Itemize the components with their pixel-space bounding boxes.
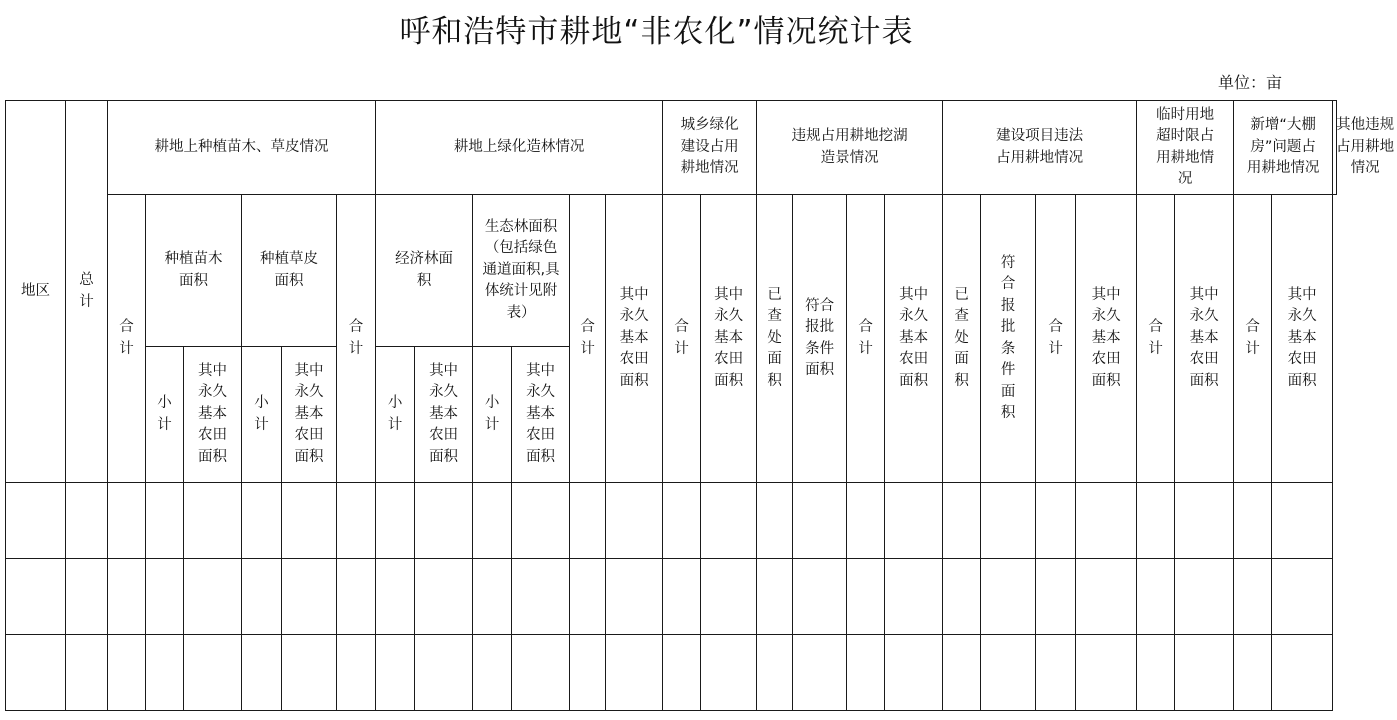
header-other-heji: 合计 xyxy=(1234,195,1272,483)
table-cell[interactable] xyxy=(1234,635,1272,711)
table-cell[interactable] xyxy=(282,559,337,635)
table-cell[interactable] xyxy=(793,483,847,559)
table-cell[interactable] xyxy=(1076,559,1137,635)
header-economic-forest: 经济林面积 xyxy=(376,195,473,347)
table-cell[interactable] xyxy=(663,559,701,635)
table-cell[interactable] xyxy=(66,635,108,711)
table-cell[interactable] xyxy=(847,559,885,635)
table-cell[interactable] xyxy=(282,483,337,559)
table-cell[interactable] xyxy=(512,635,570,711)
table-cell[interactable] xyxy=(473,559,512,635)
header-temp-heji: 合计 xyxy=(1036,195,1076,483)
table-cell[interactable] xyxy=(337,635,376,711)
header-lake-group: 违规占用耕地挖湖造景情况 xyxy=(757,101,943,195)
table-cell[interactable] xyxy=(337,483,376,559)
header-construction-group: 建设项目违法占用耕地情况 xyxy=(943,101,1137,195)
header-greenhouse-perm: 其中永久基本农田面积 xyxy=(1175,195,1234,483)
table-cell[interactable] xyxy=(6,559,66,635)
header-lake-heji: 合计 xyxy=(663,195,701,483)
table-cell[interactable] xyxy=(415,635,473,711)
table-cell[interactable] xyxy=(606,483,663,559)
table-cell[interactable] xyxy=(606,559,663,635)
table-cell[interactable] xyxy=(885,559,943,635)
header-seedling-area: 种植苗木面积 xyxy=(146,195,242,347)
table-cell[interactable] xyxy=(242,635,282,711)
table-cell[interactable] xyxy=(570,635,606,711)
table-cell[interactable] xyxy=(512,483,570,559)
header-lake-approval: 符合报批条件面积 xyxy=(793,195,847,483)
table-cell[interactable] xyxy=(415,483,473,559)
table-cell[interactable] xyxy=(146,635,184,711)
unit-label: 单位：亩 xyxy=(1218,73,1283,92)
table-cell[interactable] xyxy=(1076,483,1137,559)
table-cell[interactable] xyxy=(6,483,66,559)
table-cell[interactable] xyxy=(376,483,415,559)
table-cell[interactable] xyxy=(981,635,1036,711)
header-other-group: 其他违规占用耕地情况 xyxy=(1333,101,1337,195)
table-cell[interactable] xyxy=(847,483,885,559)
table-cell[interactable] xyxy=(184,559,242,635)
table-cell[interactable] xyxy=(337,559,376,635)
header-urban-heji: 合计 xyxy=(570,195,606,483)
header-greenhouse-heji: 合计 xyxy=(1137,195,1175,483)
header-seedling-perm: 其中永久基本农田面积 xyxy=(184,347,242,483)
table-cell[interactable] xyxy=(1234,559,1272,635)
table-cell[interactable] xyxy=(663,483,701,559)
table-cell[interactable] xyxy=(885,483,943,559)
header-temp-perm: 其中永久基本农田面积 xyxy=(1076,195,1137,483)
header-total: 总计 xyxy=(66,101,108,483)
table-cell[interactable] xyxy=(1234,483,1272,559)
header-eco-xiaoji: 小计 xyxy=(473,347,512,483)
header-greening-heji: 合计 xyxy=(337,195,376,483)
table-cell[interactable] xyxy=(757,635,793,711)
table-cell[interactable] xyxy=(943,559,981,635)
header-economic-xiaoji: 小计 xyxy=(376,347,415,483)
header-economic-perm: 其中永久基本农田面积 xyxy=(415,347,473,483)
table-cell[interactable] xyxy=(473,635,512,711)
header-lake-perm: 其中永久基本农田面积 xyxy=(701,195,757,483)
table-cell[interactable] xyxy=(701,559,757,635)
table-cell[interactable] xyxy=(793,635,847,711)
table-cell[interactable] xyxy=(376,635,415,711)
table-cell[interactable] xyxy=(66,483,108,559)
header-urban-green-group: 城乡绿化建设占用耕地情况 xyxy=(663,101,757,195)
table-row xyxy=(6,559,1337,635)
header-construction-approval: 符合报批条件面积 xyxy=(981,195,1036,483)
table-cell[interactable] xyxy=(108,635,146,711)
table-cell[interactable] xyxy=(1175,559,1234,635)
header-turf-xiaoji: 小计 xyxy=(242,347,282,483)
header-region: 地区 xyxy=(6,101,66,483)
header-greening-group: 耕地上绿化造林情况 xyxy=(376,101,663,195)
table-cell[interactable] xyxy=(793,559,847,635)
table-cell[interactable] xyxy=(1175,483,1234,559)
table-cell[interactable] xyxy=(943,635,981,711)
table-cell[interactable] xyxy=(473,483,512,559)
table-cell[interactable] xyxy=(1137,635,1175,711)
table-cell[interactable] xyxy=(1272,635,1333,711)
header-eco-forest: 生态林面积（包括绿色通道面积,具体统计见附表） xyxy=(473,195,570,347)
table-cell[interactable] xyxy=(1272,483,1333,559)
table-cell[interactable] xyxy=(1137,483,1175,559)
table-cell[interactable] xyxy=(242,559,282,635)
table-cell[interactable] xyxy=(184,635,242,711)
table-cell[interactable] xyxy=(415,559,473,635)
table-cell[interactable] xyxy=(512,559,570,635)
table-cell[interactable] xyxy=(757,559,793,635)
table-cell[interactable] xyxy=(66,559,108,635)
table-row xyxy=(6,483,1337,559)
table-cell[interactable] xyxy=(1175,635,1234,711)
table-cell[interactable] xyxy=(570,559,606,635)
header-lake-investigated: 已查处面积 xyxy=(757,195,793,483)
header-urban-perm: 其中永久基本农田面积 xyxy=(606,195,663,483)
table-cell[interactable] xyxy=(242,483,282,559)
header-seedling-group: 耕地上种植苗木、草皮情况 xyxy=(108,101,376,195)
header-other-perm: 其中永久基本农田面积 xyxy=(1272,195,1333,483)
table-cell[interactable] xyxy=(1272,559,1333,635)
table-row xyxy=(6,635,1337,711)
table-cell[interactable] xyxy=(1137,559,1175,635)
table-cell[interactable] xyxy=(1036,559,1076,635)
table-cell[interactable] xyxy=(757,483,793,559)
table-cell[interactable] xyxy=(701,635,757,711)
table-cell[interactable] xyxy=(146,559,184,635)
header-construction-investigated: 已查处面积 xyxy=(943,195,981,483)
header-seedling-xiaoji: 小计 xyxy=(146,347,184,483)
header-greenhouse-group: 新增“大棚房”问题占用耕地情况 xyxy=(1234,101,1333,195)
table-cell[interactable] xyxy=(981,559,1036,635)
table-cell[interactable] xyxy=(701,483,757,559)
table-cell[interactable] xyxy=(146,483,184,559)
table-cell[interactable] xyxy=(376,559,415,635)
header-construction-perm: 其中永久基本农田面积 xyxy=(885,195,943,483)
table-cell[interactable] xyxy=(1076,635,1137,711)
table-cell[interactable] xyxy=(885,635,943,711)
table-cell[interactable] xyxy=(1036,483,1076,559)
table-cell[interactable] xyxy=(184,483,242,559)
page-title: 呼和浩特市耕地“非农化”情况统计表 xyxy=(399,14,914,50)
header-eco-perm: 其中永久基本农田面积 xyxy=(512,347,570,483)
table-cell[interactable] xyxy=(981,483,1036,559)
header-temp-group: 临时用地超时限占用耕地情况 xyxy=(1137,101,1234,195)
header-turf-area: 种植草皮面积 xyxy=(242,195,337,347)
table-cell[interactable] xyxy=(847,635,885,711)
header-construction-heji: 合计 xyxy=(847,195,885,483)
table-cell[interactable] xyxy=(108,559,146,635)
table-cell[interactable] xyxy=(570,483,606,559)
statistics-table xyxy=(5,100,1395,711)
table-cell[interactable] xyxy=(108,483,146,559)
header-turf-perm: 其中永久基本农田面积 xyxy=(282,347,337,483)
table-cell[interactable] xyxy=(663,635,701,711)
table-cell[interactable] xyxy=(1036,635,1076,711)
header-seedling-heji: 合计 xyxy=(108,195,146,483)
table-cell[interactable] xyxy=(282,635,337,711)
table-cell[interactable] xyxy=(943,483,981,559)
table-cell[interactable] xyxy=(6,635,66,711)
table-cell[interactable] xyxy=(606,635,663,711)
